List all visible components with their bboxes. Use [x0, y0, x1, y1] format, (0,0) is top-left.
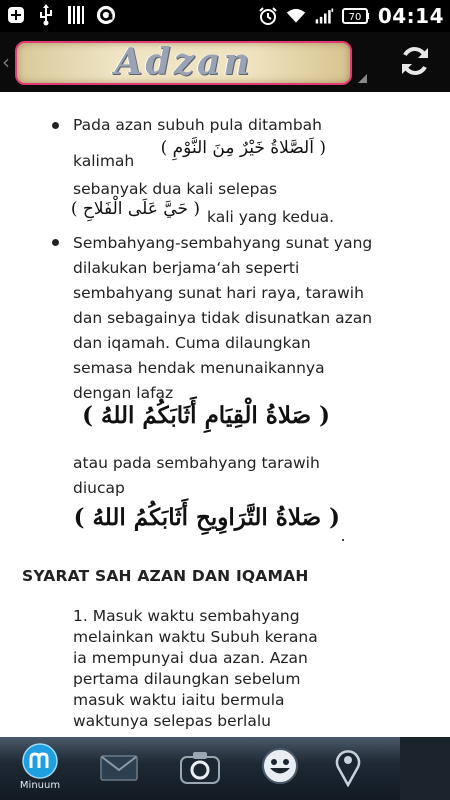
refresh-icon[interactable]	[398, 44, 432, 78]
overflow-corner-icon	[358, 74, 367, 83]
alarm-icon	[258, 6, 278, 26]
item1-line: pertama dilaungkan sebelum	[73, 670, 301, 688]
bullet2-line: Sembahyang-sembahyang sunat yang	[73, 234, 373, 252]
bullet2-line: sembahyang sunat hari raya, tarawih	[73, 284, 364, 302]
dock-maps[interactable]	[318, 743, 378, 797]
arabic-phrase-2: ( حَيَّ عَلَى الْفَلاحِ )	[70, 199, 200, 219]
camera-icon	[179, 749, 221, 785]
minuum-icon	[22, 743, 58, 779]
item1-line: masuk waktu iaitu bermula	[73, 691, 285, 709]
bullet1-line2: kalimah	[73, 152, 135, 170]
location-pin-icon	[333, 747, 363, 787]
status-bar	[0, 0, 450, 32]
bullet2-line: semasa hendak menunaikannya	[73, 359, 325, 377]
bottom-dock	[0, 737, 450, 800]
bullet2-line: dan iqamah. Cuma dilaungkan	[73, 334, 311, 352]
content-area	[0, 92, 450, 737]
dock-minuum[interactable]	[10, 743, 70, 797]
svg-text:70: 70	[348, 12, 362, 23]
dock-label-minuum: Minuum	[19, 780, 61, 791]
bullet1-line1: Pada azan subuh pula ditambah	[73, 116, 322, 134]
dock-mail[interactable]	[89, 743, 149, 797]
smiley-icon	[260, 746, 300, 786]
bullet-dot	[52, 122, 59, 129]
dock-messenger[interactable]	[250, 743, 310, 797]
circle-app-icon	[96, 5, 116, 25]
app-title: Adzan	[114, 41, 253, 83]
bullet2-line: dan sebagainya tidak disunatkan azan	[73, 309, 373, 327]
arabic-phrase-1: ( اَلصَّلاةُ خَيْرٌ مِنَ النَّوْمِ )	[160, 138, 326, 158]
item1-line: waktunya selepas berlalu	[73, 712, 271, 730]
title-banner	[15, 41, 352, 85]
item1-line: ia mempunyai dua azan. Azan	[73, 649, 308, 667]
bullet2-after-line1: atau pada sembahyang tarawih	[73, 454, 320, 472]
item1-line: melainkan waktu Subuh kerana	[73, 628, 318, 646]
arabic-phrase-4: ( صَلاةُ التَّرَاوِيحِ أَثَابَكُمُ اللهُ )	[73, 504, 340, 531]
bullet-dot	[52, 239, 59, 246]
bullet2-line: dengan lafaz	[73, 384, 174, 402]
barcode-icon	[66, 5, 86, 25]
wifi-icon	[286, 6, 306, 26]
stray-dot	[342, 539, 344, 541]
status-clock: 04:14	[377, 4, 444, 28]
arabic-phrase-3: ( صَلاةُ الْقِيَامِ أَثَابَكُمُ اللهُ )	[82, 402, 330, 429]
back-chevron-icon[interactable]: ‹	[2, 50, 10, 74]
dock-camera[interactable]	[170, 743, 230, 797]
bullet2-after-line2: diucap	[73, 479, 125, 497]
app-bar	[0, 32, 450, 92]
mail-icon	[98, 751, 140, 785]
bullet2-line: dilakukan berjama‘ah seperti	[73, 259, 300, 277]
usb-icon	[36, 5, 56, 25]
section-heading: SYARAT SAH AZAN DAN IQAMAH	[22, 567, 309, 585]
signal-icon	[314, 6, 334, 26]
item1-line: 1. Masuk waktu sembahyang	[73, 607, 300, 625]
dock-empty-slot	[400, 737, 450, 800]
add-box-icon	[6, 5, 26, 25]
battery-icon	[342, 6, 370, 26]
bullet1-line4: kali yang kedua.	[207, 208, 335, 226]
bullet1-line3: sebanyak dua kali selepas	[73, 180, 278, 198]
